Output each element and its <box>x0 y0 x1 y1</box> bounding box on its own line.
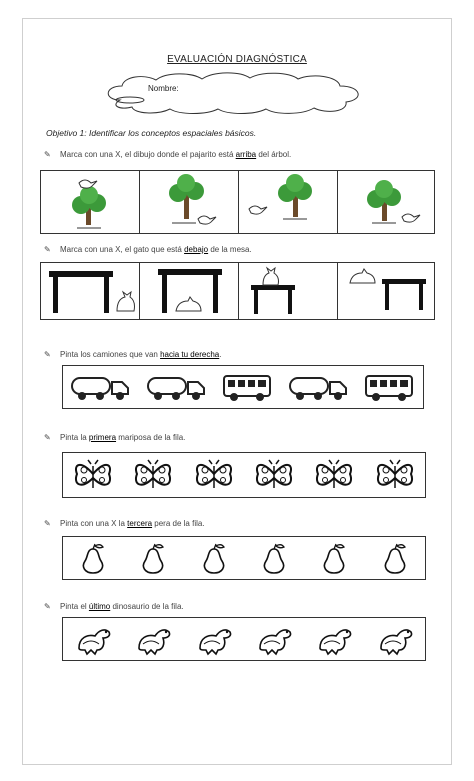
answer-cell-cat-next-to-table[interactable] <box>338 263 436 319</box>
answer-row-butterflies <box>62 452 426 498</box>
dinosaur-icon[interactable] <box>254 622 294 656</box>
pear-icon[interactable] <box>318 541 350 575</box>
answer-row-dinosaurs <box>62 617 426 661</box>
tree-bird-icon <box>140 171 238 233</box>
bus-icon[interactable] <box>364 372 416 402</box>
pear-icon[interactable] <box>379 541 411 575</box>
tree-bird-icon <box>41 171 139 233</box>
pear-icon[interactable] <box>258 541 290 575</box>
truck-icon[interactable] <box>70 372 132 402</box>
dinosaur-icon[interactable] <box>194 622 234 656</box>
answer-cell-bird-below-tree[interactable] <box>140 171 239 233</box>
pear-icon[interactable] <box>137 541 169 575</box>
answer-cell-bird-right-of-tree[interactable] <box>338 171 436 233</box>
table-cat-icon <box>41 263 139 319</box>
instruction-3: ✎ Pinta los camiones que van hacia tu derecha. <box>44 350 222 359</box>
pear-icon[interactable] <box>77 541 109 575</box>
page-title: EVALUACIÓN DIAGNÓSTICA <box>167 54 307 65</box>
answer-row-trucks <box>62 365 424 409</box>
pencil-icon: ✎ <box>44 350 51 359</box>
dinosaur-icon[interactable] <box>314 622 354 656</box>
pencil-icon: ✎ <box>44 433 51 442</box>
dinosaur-icon[interactable] <box>73 622 113 656</box>
pencil-icon: ✎ <box>44 245 51 254</box>
answer-row-trees <box>40 170 435 234</box>
butterfly-icon[interactable] <box>375 458 415 492</box>
instruction-4: ✎ Pinta la primera mariposa de la fila. <box>44 433 186 442</box>
answer-cell-cat-beside-table[interactable] <box>41 263 140 319</box>
table-cat-icon <box>239 263 337 319</box>
answer-cell-bird-above-tree[interactable] <box>41 171 140 233</box>
butterfly-icon[interactable] <box>314 458 354 492</box>
objective-text: Objetivo 1: Identificar los conceptos espaciales básicos. <box>46 128 257 138</box>
dinosaur-icon[interactable] <box>375 622 415 656</box>
pencil-icon: ✎ <box>44 150 51 159</box>
butterfly-icon[interactable] <box>254 458 294 492</box>
name-cloud-icon <box>100 70 370 114</box>
tree-bird-icon <box>338 171 436 233</box>
truck-icon[interactable] <box>146 372 208 402</box>
table-cat-icon <box>140 263 238 319</box>
dinosaur-icon[interactable] <box>133 622 173 656</box>
answer-cell-bird-beside-tree[interactable] <box>239 171 338 233</box>
bus-icon[interactable] <box>222 372 274 402</box>
instruction-5: ✎ Pinta con una X la tercera pera de la fila. <box>44 519 205 528</box>
instruction-1: ✎ Marca con una X, el dibujo donde el pajarito está arriba del árbol. <box>44 150 292 159</box>
tree-bird-icon <box>239 171 337 233</box>
butterfly-icon[interactable] <box>73 458 113 492</box>
pear-icon[interactable] <box>198 541 230 575</box>
pencil-icon: ✎ <box>44 519 51 528</box>
answer-row-tables <box>40 262 435 320</box>
instruction-6: ✎ Pinta el último dinosaurio de la fila. <box>44 602 184 611</box>
table-cat-icon <box>338 263 436 319</box>
name-field-label: Nombre: <box>148 84 179 93</box>
pencil-icon: ✎ <box>44 602 51 611</box>
truck-icon[interactable] <box>288 372 350 402</box>
answer-cell-cat-under-table[interactable] <box>140 263 239 319</box>
instruction-2: ✎ Marca con una X, el gato que está debajo de la mesa. <box>44 245 252 254</box>
answer-cell-cat-on-table[interactable] <box>239 263 338 319</box>
butterfly-icon[interactable] <box>133 458 173 492</box>
butterfly-icon[interactable] <box>194 458 234 492</box>
answer-row-pears <box>62 536 426 580</box>
